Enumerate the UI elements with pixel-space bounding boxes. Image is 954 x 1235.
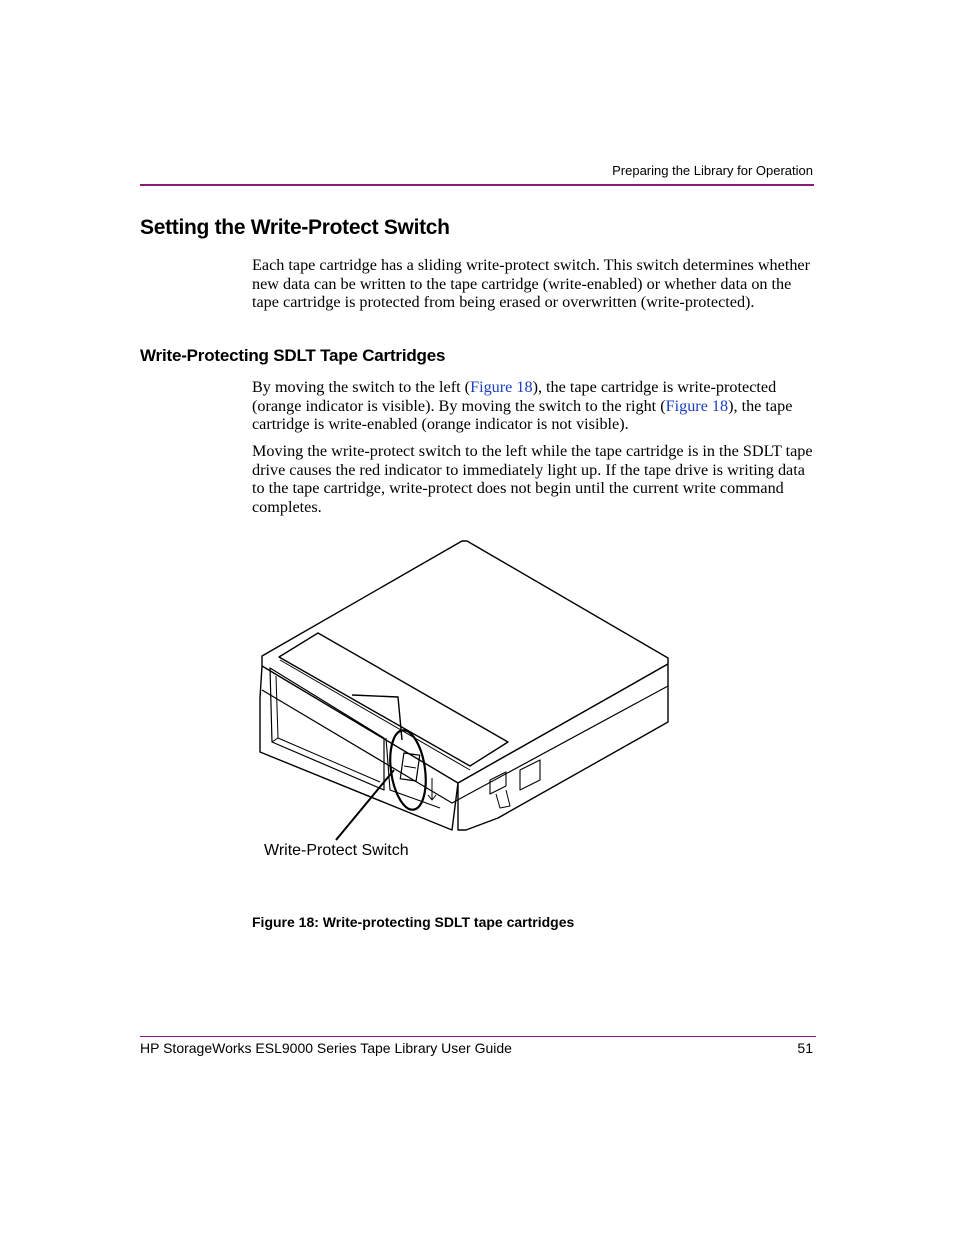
header-rule [140, 184, 814, 186]
figure-18-link-2[interactable]: Figure 18 [665, 396, 729, 415]
para-text-1: By moving the switch to the left ( [252, 378, 471, 396]
footer-doc-title: HP StorageWorks ESL9000 Series Tape Library User Guide [140, 1040, 512, 1056]
indicator-paragraph: Moving the write-protect switch to the left while the tape cartridge is in the SDLT tape drive causes the red indicator to immediately light up. If the tape drive is writing data to the tape cartridge, write-protect does not begin until the current write command completes. [252, 442, 813, 516]
intro-paragraph: Each tape cartridge has a sliding write-protect switch. This switch determines whether new data can be written to the tape cartridge (write-enabled) or whether data on the tape cartridge is protected from being erased or overwritten (write-protected). [252, 256, 810, 312]
subsection-title: Write-Protecting SDLT Tape Cartridges [140, 346, 446, 365]
running-header: Preparing the Library for Operation [612, 163, 813, 178]
page-number: 51 [797, 1040, 813, 1056]
section-title: Setting the Write-Protect Switch [140, 216, 450, 239]
write-protect-switch-label: Write-Protect Switch [264, 842, 409, 859]
sdlt-cartridge-illustration [250, 530, 680, 870]
footer-rule [140, 1036, 816, 1037]
figure-18-link[interactable]: Figure 18 [470, 378, 533, 396]
para-text-2: ), the tape cartridge is write-protected (orange indicator is visible). By moving the switch to the right ( [252, 378, 777, 415]
figure-caption: Figure 18: Write-protecting SDLT tape cartridges [252, 914, 575, 930]
para-text-3: ), the tape cartridge is write-enabled (orange indicator is not visible). [252, 396, 793, 434]
switch-direction-paragraph [252, 378, 818, 434]
